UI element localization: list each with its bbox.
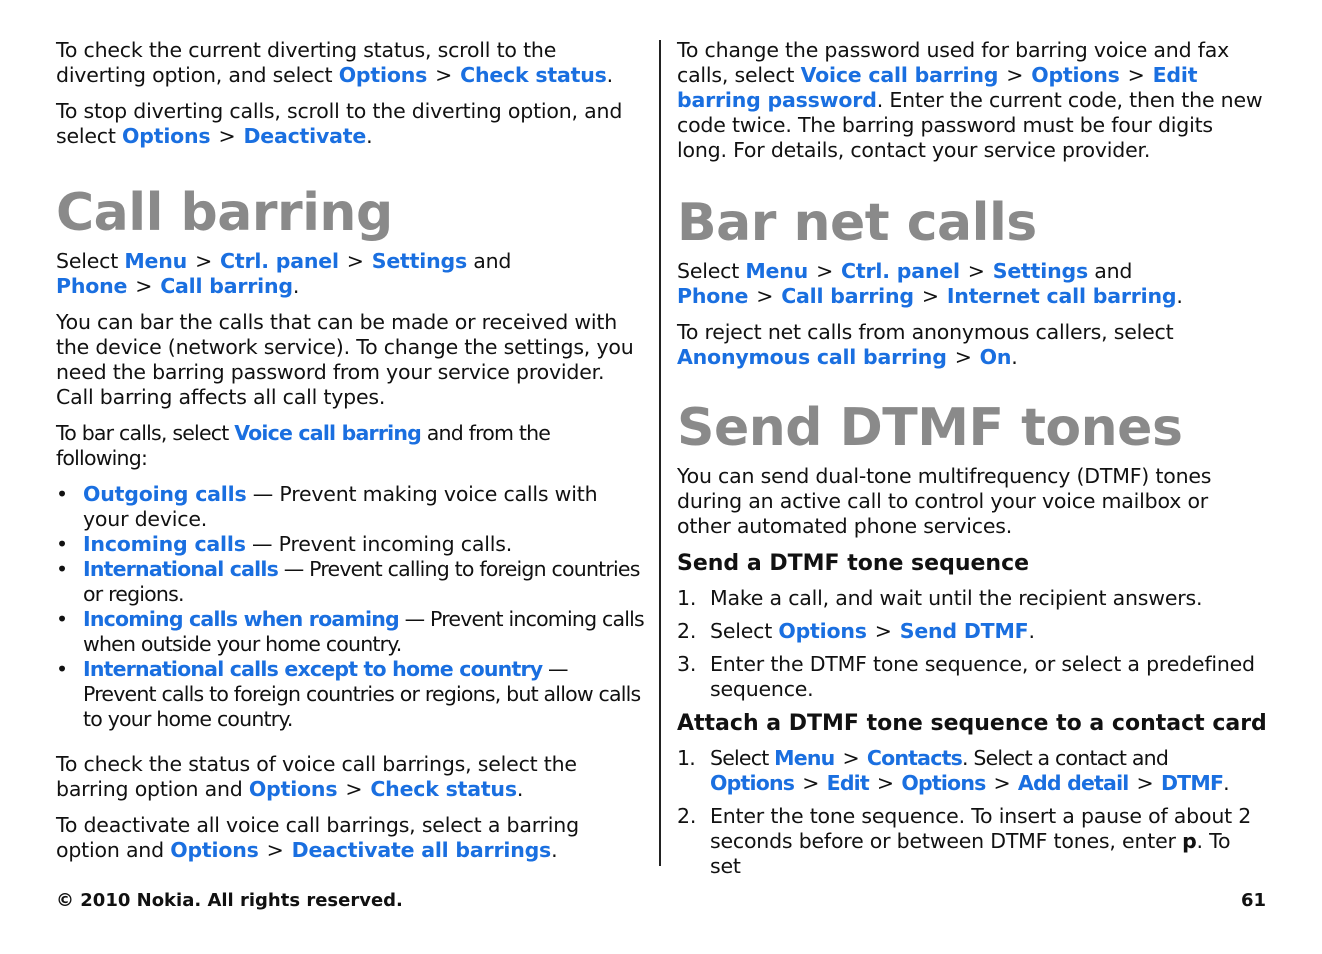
deactivate-all-barrings-link[interactable]: Deactivate all barrings [291,838,552,862]
settings-link[interactable]: Settings [371,249,467,273]
contacts-link[interactable]: Contacts [866,746,962,770]
diverting-status-paragraph: To check the current diverting status, scroll to the diverting option, and select Options > Check status. [56,38,613,87]
call-barring-link[interactable]: Call barring [781,284,914,308]
deactivate-barrings-paragraph: To deactivate all voice call barrings, select a barring option and Options > Deactivate all barrings. [56,813,579,862]
options-link[interactable]: Options [338,63,428,87]
menu-separator: > [218,124,236,148]
heading-bar-net-calls: Bar net calls [677,193,1037,253]
list-item: 1. Make a call, and wait until the recipient answers. [677,586,1203,610]
menu-link[interactable]: Menu [774,746,835,770]
options-link[interactable]: Options [1031,63,1120,87]
check-status-link[interactable]: Check status [460,63,607,87]
left-column [56,38,646,874]
incoming-calls-option[interactable]: Incoming calls [83,532,246,556]
phone-link[interactable]: Phone [56,274,128,298]
check-status-link[interactable]: Check status [370,777,517,801]
phone-link[interactable]: Phone [677,284,749,308]
options-link[interactable]: Options [778,619,867,643]
right-column [677,38,1267,887]
list-item: • International calls except to home country — Prevent calls to foreign countries or regions, but allow calls to your home country. [56,657,646,732]
pause-key: p [1182,829,1197,853]
page-number: 61 [1241,890,1267,911]
dtmf-link[interactable]: DTMF [1160,771,1224,795]
options-link[interactable]: Options [170,838,259,862]
voice-call-barring-link[interactable]: Voice call barring [234,421,422,445]
menu-link[interactable]: Menu [745,259,809,283]
anonymous-call-barring-link[interactable]: Anonymous call barring [677,345,947,369]
ctrl-panel-link[interactable]: Ctrl. panel [220,249,339,273]
ctrl-panel-link[interactable]: Ctrl. panel [841,259,960,283]
call-barring-description: You can bar the calls that can be made or received with the device (network service). To change the settings, you need the barring password from your service provider. Call barring affects all call types. [56,310,634,409]
international-except-home-option[interactable]: International calls except to home country [83,657,543,681]
voice-call-barring-link[interactable]: Voice call barring [800,63,999,87]
deactivate-link[interactable]: Deactivate [243,124,367,148]
incoming-roaming-option[interactable]: Incoming calls when roaming [83,607,399,631]
column-divider [659,40,661,866]
outgoing-calls-option[interactable]: Outgoing calls [83,482,247,506]
subheading-send-sequence: Send a DTMF tone sequence [677,551,1030,576]
list-item: 1. Select Menu > Contacts. Select a contact and Options > Edit > Options > Add detail > DTMF. [677,746,1229,795]
options-link[interactable]: Options [248,777,338,801]
international-calls-option[interactable]: International calls [83,557,279,581]
footer-copyright: © 2010 Nokia. All rights reserved. [56,890,403,911]
edit-barring-password-link[interactable]: Edit barring password [677,63,1198,112]
internet-call-barring-link[interactable]: Internet call barring [946,284,1177,308]
list-item: • Outgoing calls — Prevent making voice calls with your device. [56,482,646,532]
menu-link[interactable]: Menu [124,249,188,273]
stop-diverting-paragraph: To stop diverting calls, scroll to the diverting option, and select Options > Deactivate. [56,99,623,148]
send-dtmf-link[interactable]: Send DTMF [899,619,1029,643]
attach-sequence-steps [677,746,1267,879]
heading-send-dtmf-tones: Send DTMF tones [677,398,1183,458]
list-item: • Incoming calls — Prevent incoming calls. [56,532,646,557]
heading-call-barring: Call barring [56,183,393,243]
bar-net-calls-path: Select Menu > Ctrl. panel > Settings and Phone > Call barring > Internet call barring. [677,259,1183,308]
on-link[interactable]: On [979,345,1012,369]
list-item: 2. Select Options > Send DTMF. [677,619,1035,643]
options-link[interactable]: Options [710,771,795,795]
call-barring-path: Select Menu > Ctrl. panel > Settings and Phone > Call barring. [56,249,512,298]
settings-link[interactable]: Settings [992,259,1088,283]
call-barring-link[interactable]: Call barring [160,274,293,298]
anonymous-calls-paragraph: To reject net calls from anonymous callers, select Anonymous call barring > On. [677,320,1174,369]
edit-link[interactable]: Edit [826,771,869,795]
list-item: • Incoming calls when roaming — Prevent incoming calls when outside your home country. [56,607,646,657]
options-link[interactable]: Options [122,124,211,148]
menu-separator: > [435,63,453,87]
list-item: 2. Enter the tone sequence. To insert a pause of about 2 seconds before or between DTMF tones, enter p. To set [677,804,1252,878]
check-barring-status-paragraph: To check the status of voice call barrings, select the barring option and Options > Check status. [56,752,577,801]
dtmf-description: You can send dual-tone multifrequency (DTMF) tones during an active call to control your voice mailbox or other automated phone services. [677,464,1212,538]
change-password-paragraph: To change the password used for barring voice and fax calls, select Voice call barring > Options > Edit barring password. Enter the current code, then the new code twice. The barring password must be four digits long. For details, contact your service provider. [677,38,1263,162]
send-sequence-steps [677,586,1267,702]
options-link[interactable]: Options [901,771,986,795]
bar-calls-intro: To bar calls, select Voice call barring and from the following: [56,421,551,470]
list-item: • International calls — Prevent calling to foreign countries or regions. [56,557,646,607]
add-detail-link[interactable]: Add detail [1017,771,1129,795]
barring-options-list [56,482,646,732]
subheading-attach-sequence: Attach a DTMF tone sequence to a contact card [677,711,1267,736]
list-item: 3. Enter the DTMF tone sequence, or select a predefined sequence. [677,652,1255,701]
